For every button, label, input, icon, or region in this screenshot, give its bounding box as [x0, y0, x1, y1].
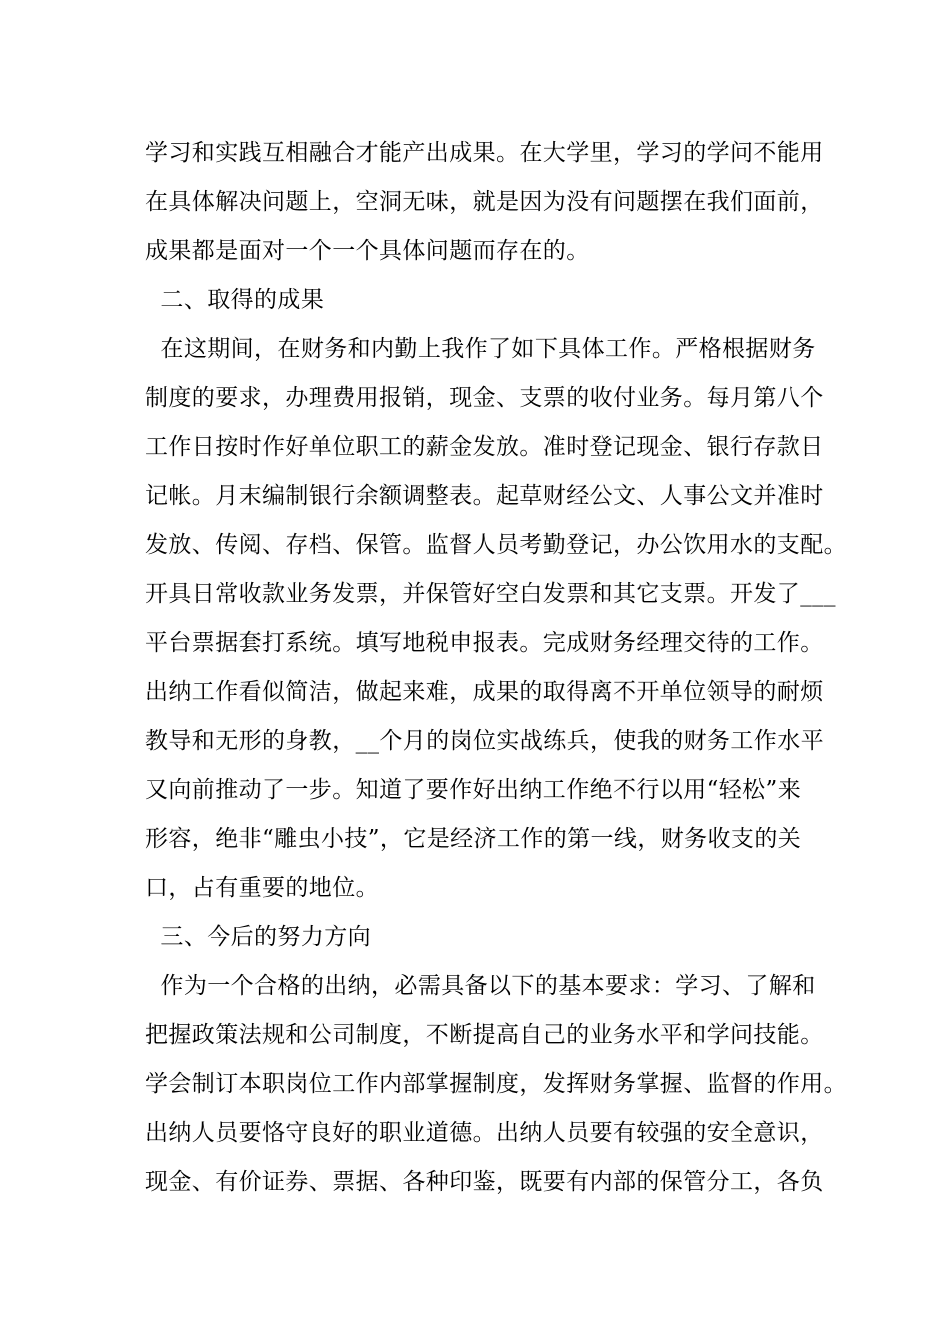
text-line: 又向前推动了一步。知道了要作好出纳工作绝不行以用“轻松”来: [145, 777, 802, 803]
text-line: 在具体解决问题上，空洞无味，就是因为没有问题摆在我们面前，: [145, 189, 824, 215]
text-line: 口，占有重要的地位。: [145, 875, 379, 901]
text-line: 作为一个合格的出纳，必需具备以下的基本要求：学习、了解和: [145, 973, 816, 999]
text-line: 发放、传阅、存档、保管。监督人员考勤登记，办公饮用水的支配。: [145, 532, 847, 558]
text-line: 开具日常收款业务发票，并保管好空白发票和其它支票。开发了___: [145, 581, 836, 607]
text-line: 记帐。月末编制银行余额调整表。起草财经公文、人事公文并准时: [145, 483, 824, 509]
section-heading: 三、今后的努力方向: [145, 924, 372, 950]
text-line: 教导和无形的身教，__个月的岗位实战练兵，使我的财务工作水平: [145, 728, 824, 754]
text-line: 把握政策法规和公司制度，不断提高自己的业务水平和学问技能。: [145, 1022, 824, 1048]
text-line: 出纳工作看似简洁，做起来难，成果的取得离不开单位领导的耐烦: [145, 679, 824, 705]
text-line: 成果都是面对一个一个具体问题而存在的。: [145, 238, 590, 264]
text-line: 在这期间，在财务和内勤上我作了如下具体工作。严格根据财务: [145, 336, 816, 362]
section-heading: 二、取得的成果: [145, 287, 325, 313]
text-line: 平台票据套打系统。填写地税申报表。完成财务经理交待的工作。: [145, 630, 824, 656]
text-line: 形容，绝非“雕虫小技”，它是经济工作的第一线，财务收支的关: [145, 826, 802, 852]
text-line: 制度的要求，办理费用报销，现金、支票的收付业务。每月第八个: [145, 385, 824, 411]
text-line: 学会制订本职岗位工作内部掌握制度，发挥财务掌握、监督的作用。: [145, 1071, 847, 1097]
text-line: 工作日按时作好单位职工的薪金发放。准时登记现金、银行存款日: [145, 434, 824, 460]
text-line: 出纳人员要恪守良好的职业道德。出纳人员要有较强的安全意识，: [145, 1120, 824, 1146]
text-line: 现金、有价证券、票据、各种印鉴，既要有内部的保管分工，各负: [145, 1169, 824, 1195]
text-line: 学习和实践互相融合才能产出成果。在大学里，学习的学问不能用: [145, 140, 824, 166]
